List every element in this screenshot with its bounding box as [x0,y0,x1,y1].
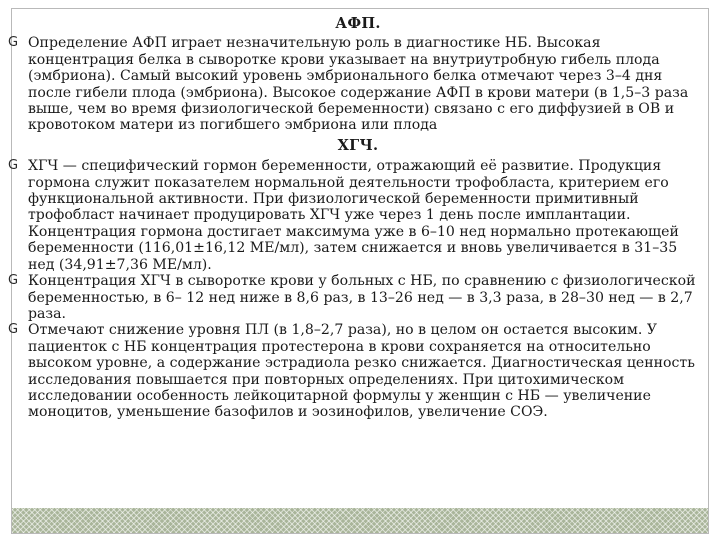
paragraph-text: Концентрация ХГЧ в сыворотке крови у больных с НБ, по сравнению с физиологической беременностью, в 6– 12 нед ниже в 8,6 раз, в 13–26 нед — в 3,3 раза, в 28–30 нед — в 2,7 раза. [28,273,696,322]
decorative-band [12,508,708,533]
section-title-afp: АФП. [335,15,381,32]
slide-content [8,16,708,421]
bullet-icon: G [8,158,19,174]
section-title-hcg: ХГЧ. [337,136,379,154]
bullet-icon: G [8,35,19,51]
bullet-icon: G [8,322,19,338]
paragraph-text: Определение АФП играет незначительную роль в диагностике НБ. Высокая концентрация белка в сыворотке крови указывает на внутриутробную гибель плода (эмбриона). Самый высокий уровень эмбрионального белка отмечают через 3–4 дня после гибели плода (эмбриона). Высокое содержание АФП в крови матери (в 1,5–3 раза выше, чем во время физиологической беременности) связано с его диффузией в ОВ и кровотоком матери из погибшего эмбриона или плода [28,35,689,134]
paragraph-afp [8,35,708,133]
paragraph-text: Отмечают снижение уровня ПЛ (в 1,8–2,7 раза), но в целом он остается высоким. У пациенток с НБ концентрация протестерона в крови сохраняется на относительно высоком уровне, а содержание эстрадиола резко снижается. Диагностическая ценность исследования повышается при повторных определениях. При цитохимическом исследовании особенность лейкоцитарной формулы у женщин с НБ — увеличение моноцитов, уменьшение базофилов и эозинофилов, увеличение СОЭ. [28,322,695,421]
paragraph-hcg-2 [8,273,708,322]
paragraph-pl [8,322,708,420]
paragraph-text: ХГЧ — специфический гормон беременности, отражающий её развитие. Продукция гормона служит показателем нормальной деятельности трофобласта, критерием его функциональной активности. При физиологической беременности примитивный трофобласт начинает продуцировать ХГЧ уже через 1 день после имплантации. Концентрация гормона достигает максимума уже в 6–10 нед нормально протекающей беременности (116,01±16,12 МЕ/мл), затем снижается и вновь увеличивается в 31–35 нед (34,91±7,36 МЕ/мл). [28,158,679,273]
paragraph-hcg-1 [8,158,708,273]
bullet-icon: G [8,273,19,289]
